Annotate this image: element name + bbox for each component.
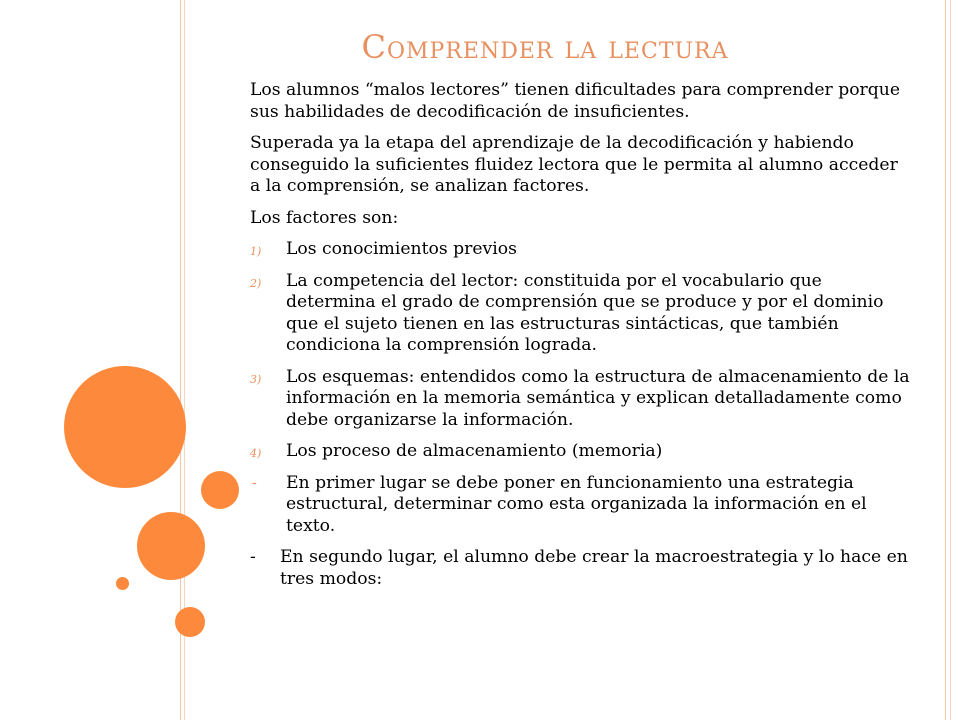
- right-rule-1: [945, 0, 946, 720]
- paragraph: Los alumnos “malos lectores” tienen dificultades para comprender porque sus habilidades de decodificación de insuficientes.: [250, 80, 901, 122]
- dash-marker: -: [252, 474, 257, 491]
- sub-list-item-text: En primer lugar se debe poner en funcionamiento una estrategia estructural, determinar como esta organizada la información en el texto.: [286, 472, 867, 536]
- list-item-text: Los esquemas: entendidos como la estructura de almacenamiento de la información en la memoria semántica y explican detalladamente como debe organizarse la información.: [286, 366, 910, 430]
- sub-list-item: [250, 547, 910, 590]
- list-item: [250, 441, 910, 463]
- list-number: 1): [250, 245, 262, 258]
- slide-body: [250, 80, 910, 600]
- list-number: 2): [250, 276, 262, 290]
- right-rule-2: [950, 0, 951, 720]
- list-item: [250, 239, 910, 261]
- list-number: 4): [250, 447, 262, 460]
- list-item: [250, 367, 910, 432]
- decor-circle-medium: [137, 512, 205, 580]
- paragraph: Los factores son:: [250, 207, 399, 228]
- decor-circle-small-2: [175, 607, 205, 637]
- list-item-text: Los proceso de almacenamiento (memoria): [286, 441, 663, 461]
- decor-circle-large: [64, 366, 186, 488]
- sub-list-item-text: En segundo lugar, el alumno debe crear la macroestrategia y lo hace en tres modos:: [280, 547, 908, 589]
- list-item-text: Los conocimientos previos: [286, 239, 517, 259]
- list-item: [250, 271, 910, 357]
- decor-circle-small-1: [201, 471, 239, 509]
- sub-list-item: [250, 473, 910, 538]
- dash-marker: -: [250, 547, 256, 567]
- list-number: 3): [250, 372, 262, 386]
- list-item-text: La competencia del lector: constituida por el vocabulario que determina el grado de comprensión que se produce y por el dominio que el sujeto tienen en las estructuras sintácticas, que también condiciona la comprensión lograda.: [286, 270, 884, 355]
- paragraph: Superada ya la etapa del aprendizaje de la decodificación y habiendo conseguido la suficientes fluidez lectora que le permita al alumno acceder a la comprensión, se analizan factores.: [250, 133, 898, 196]
- slide-title: Comprender la lectura: [361, 28, 729, 66]
- decor-circle-tiny: [116, 577, 129, 590]
